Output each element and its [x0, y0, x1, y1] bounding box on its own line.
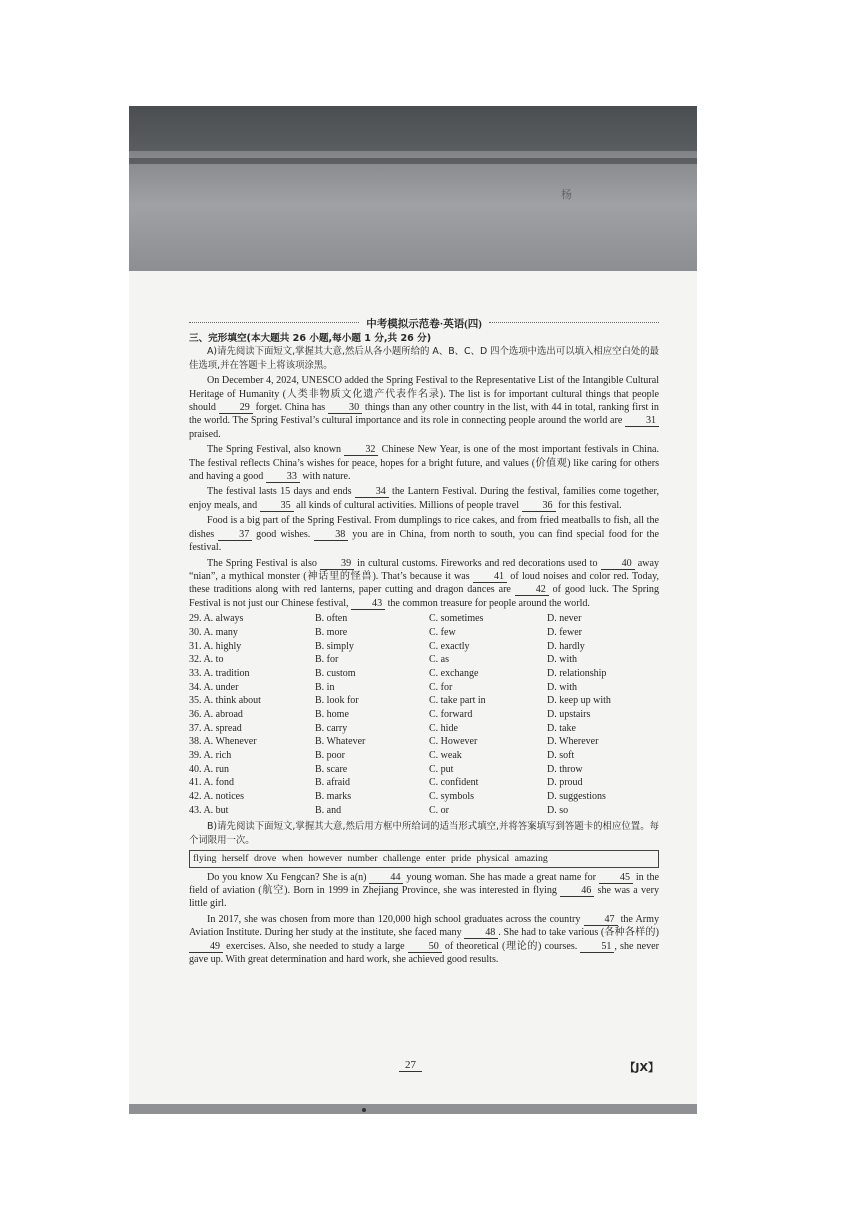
- blank-40[interactable]: 40: [601, 558, 635, 570]
- blank-37[interactable]: 37: [218, 529, 252, 541]
- header-rule-left: [189, 322, 359, 323]
- blank-42[interactable]: 42: [515, 584, 549, 596]
- option-d[interactable]: D. hardly: [547, 640, 585, 652]
- paper-seam: [129, 158, 697, 164]
- option-d[interactable]: D. suggestions: [547, 791, 606, 803]
- option-d[interactable]: D. with: [547, 654, 577, 666]
- option-a[interactable]: 34. A. under: [189, 681, 239, 693]
- passage-text: good wishes.: [252, 528, 315, 540]
- option-b[interactable]: B. marks: [315, 791, 352, 803]
- dark-background-top: [129, 106, 697, 271]
- background-scrawl: 杨: [561, 189, 572, 201]
- passage-text: away “nian”, a mythical monster (神话里的怪兽). That’s because it was: [189, 557, 660, 582]
- option-c[interactable]: C. few: [429, 626, 456, 638]
- passage-text: the Army Aviation Institute. During her study at the institute, she faced many: [189, 913, 659, 939]
- option-d[interactable]: D. keep up with: [547, 695, 611, 707]
- passage-text: for this festival.: [555, 499, 622, 511]
- part-b-instruction: B)请先阅读下面短文,掌握其大意,然后用方框中所给词的适当形式填空,并将答案填写到答题卡的相应位置。每个词限用一次。: [189, 821, 659, 846]
- blank-49[interactable]: 49: [189, 941, 223, 953]
- option-row: [189, 653, 659, 667]
- blank-51[interactable]: 51: [580, 941, 614, 953]
- passage-text: of good luck. The Spring Festival is not just our Chinese festival,: [189, 584, 659, 609]
- blank-34[interactable]: 34: [355, 486, 389, 498]
- blank-41[interactable]: 41: [473, 571, 507, 583]
- option-a[interactable]: 30. A. many: [189, 626, 238, 638]
- option-c[interactable]: C. or: [429, 804, 449, 816]
- page-number: 27: [399, 1059, 422, 1072]
- option-a[interactable]: 38. A. Whenever: [189, 736, 257, 748]
- passage-paragraph: [189, 871, 659, 911]
- option-a[interactable]: 40. A. run: [189, 763, 229, 775]
- option-c[interactable]: C. exchange: [429, 667, 479, 679]
- passage-text: with nature.: [299, 471, 351, 483]
- passage-text: Food is a big part of the Spring Festival. From dumplings to rice cakes, and from fried meatballs to fish, all the dishes: [189, 515, 659, 540]
- option-row: [189, 694, 659, 708]
- option-row: [189, 776, 659, 790]
- option-d[interactable]: D. soft: [547, 750, 575, 761]
- option-b[interactable]: B. afraid: [315, 777, 350, 789]
- option-d[interactable]: D. so: [547, 804, 569, 816]
- option-c[interactable]: C. forward: [429, 708, 473, 720]
- blank-44[interactable]: 44: [369, 872, 403, 884]
- section-title: 三、完形填空(本大题共 26 小题,每小题 1 分,共 26 分): [189, 333, 432, 344]
- passage-text: the Lantern Festival. During the festival, families come together, enjoy meals, and: [189, 486, 659, 511]
- option-a[interactable]: 39. A. rich: [189, 750, 232, 761]
- blank-39[interactable]: 39: [320, 558, 354, 570]
- blank-31[interactable]: 31: [625, 415, 659, 427]
- option-row: [189, 749, 659, 763]
- page-header: [189, 316, 659, 331]
- passage-text: , she never gave up. With great determination and hard work, she achieved good results.: [189, 940, 659, 966]
- option-d[interactable]: D. throw: [547, 763, 583, 775]
- option-b[interactable]: B. often: [315, 613, 348, 625]
- option-row: [189, 640, 659, 654]
- passage-text: Do you know Xu Fengcan? She is a(n): [207, 871, 370, 883]
- option-c[interactable]: C. sometimes: [429, 613, 484, 625]
- option-b[interactable]: B. and: [315, 804, 342, 816]
- option-b[interactable]: B. custom: [315, 667, 356, 679]
- passage-text: all kinds of cultural activities. Millions of people travel: [293, 499, 522, 511]
- blank-50[interactable]: 50: [408, 941, 442, 953]
- option-row: [189, 681, 659, 695]
- passage-paragraph: [189, 443, 659, 483]
- passage-text: of loud noises and color red. Today, these traditions along with red lanterns, paper cutting and dragon dances are: [189, 570, 659, 596]
- header-title: 中考模拟示范卷·英语(四): [366, 319, 482, 330]
- option-a[interactable]: 42. A. notices: [189, 791, 244, 803]
- option-row: [189, 612, 659, 626]
- option-c[interactable]: C. symbols: [429, 791, 475, 803]
- option-d[interactable]: D. relationship: [547, 667, 607, 679]
- option-a[interactable]: 36. A. abroad: [189, 708, 243, 720]
- passage-text: in cultural customs. Fireworks and red decorations used to: [354, 557, 601, 569]
- option-c[interactable]: C. for: [429, 681, 453, 693]
- option-row: [189, 735, 659, 749]
- option-a[interactable]: 31. A. highly: [189, 640, 242, 652]
- blank-45[interactable]: 45: [599, 872, 633, 884]
- option-d[interactable]: D. take: [547, 722, 576, 734]
- part-a-passage: [189, 374, 659, 610]
- option-b[interactable]: B. poor: [315, 750, 345, 761]
- option-a[interactable]: 35. A. think about: [189, 695, 261, 707]
- passage-text: The festival lasts 15 days and ends: [207, 486, 355, 498]
- header-rule-right: [489, 322, 659, 323]
- option-a[interactable]: 41. A. fond: [189, 777, 234, 789]
- passage-text: The Spring Festival is also: [207, 557, 321, 569]
- option-b[interactable]: B. scare: [315, 763, 348, 775]
- option-b[interactable]: B. simply: [315, 640, 354, 652]
- blank-35[interactable]: 35: [260, 500, 294, 512]
- exam-content: [189, 332, 659, 967]
- blank-47[interactable]: 47: [584, 914, 618, 926]
- option-b[interactable]: B. carry: [315, 722, 348, 734]
- passage-paragraph: [189, 557, 659, 611]
- blank-48[interactable]: 48: [464, 927, 498, 939]
- option-a[interactable]: 29. A. always: [189, 613, 244, 625]
- page-footer: [189, 1059, 659, 1077]
- blank-36[interactable]: 36: [522, 500, 556, 512]
- part-b-passage: [189, 871, 659, 967]
- option-c[interactable]: C. weak: [429, 750, 462, 761]
- option-c[interactable]: C. hide: [429, 722, 458, 734]
- option-a[interactable]: 33. A. tradition: [189, 667, 250, 679]
- blank-32[interactable]: 32: [344, 444, 378, 456]
- passage-text: things than any other country in the list, with 44 in total, ranking first in the world. The Spring Festival’s cultural importance and its role in connecting people around the world are: [189, 402, 659, 427]
- passage-text: On December 4, 2024, UNESCO added the Spring Festival to the Representative List of the Intangible Cultural Heritage of Humanity (人类非物质文化遗产代表作名录). The list is for important cultural things that people should: [189, 375, 659, 414]
- passage-text: you are in China, from north to south, you can find special food for the festival.: [189, 528, 659, 554]
- option-row: [189, 626, 659, 640]
- option-b[interactable]: B. more: [315, 626, 348, 638]
- option-c[interactable]: C. exactly: [429, 640, 470, 652]
- passage-text: Chinese New Year, is one of the most important festivals in China. The festival reflects China’s wishes for peace, hopes for a bright future, and values (价值观) like caring for others and having a good: [189, 444, 660, 483]
- option-row: [189, 763, 659, 777]
- passage-text: in the field of aviation (航空). Born in 1999 in Zhejiang Province, she was interested in flying: [189, 871, 659, 897]
- option-b[interactable]: B. in: [315, 681, 335, 693]
- option-d[interactable]: D. with: [547, 681, 577, 693]
- option-row: [189, 667, 659, 681]
- option-b[interactable]: B. Whatever: [315, 736, 366, 748]
- word-box: flying herself drove when however number challenge enter pride physical amazing: [189, 850, 659, 867]
- blank-38[interactable]: 38: [314, 529, 348, 541]
- blank-46[interactable]: 46: [560, 885, 594, 897]
- option-a[interactable]: 43. A. but: [189, 804, 229, 816]
- passage-text: she was a very little girl.: [189, 885, 659, 910]
- blank-43[interactable]: 43: [351, 598, 385, 610]
- passage-text: . She had to take various (各种各样的): [498, 927, 659, 939]
- option-row: [189, 790, 659, 804]
- passage-text: young woman. She has made a great name for: [403, 871, 599, 883]
- option-c[interactable]: C. However: [429, 736, 478, 748]
- bottom-edge: [129, 1104, 697, 1114]
- blank-29[interactable]: 29: [219, 402, 253, 414]
- option-a[interactable]: 32. A. to: [189, 654, 224, 666]
- option-row: [189, 722, 659, 736]
- option-row: [189, 708, 659, 722]
- options-list: [189, 612, 659, 817]
- passage-paragraph: [189, 913, 659, 967]
- photo-frame: [129, 106, 697, 1114]
- blank-30[interactable]: 30: [328, 402, 362, 414]
- option-row: [189, 804, 659, 818]
- passage-text: exercises. Also, she needed to study a large: [223, 940, 408, 952]
- option-b[interactable]: B. for: [315, 654, 339, 666]
- option-c[interactable]: C. put: [429, 763, 454, 775]
- passage-paragraph: [189, 374, 659, 441]
- passage-text: the common treasure for people around the world.: [385, 597, 590, 609]
- passage-text: forget. China has: [252, 402, 329, 414]
- option-c[interactable]: C. confident: [429, 777, 479, 789]
- option-b[interactable]: B. home: [315, 708, 349, 720]
- option-d[interactable]: D. Wherever: [547, 736, 599, 748]
- passage-text: praised.: [189, 428, 221, 440]
- passage-text: The Spring Festival, also known: [207, 444, 345, 456]
- passage-paragraph: [189, 514, 659, 554]
- exam-code: 【JX】: [624, 1061, 659, 1074]
- option-d[interactable]: D. never: [547, 613, 582, 625]
- option-c[interactable]: C. take part in: [429, 695, 486, 707]
- option-b[interactable]: B. look for: [315, 695, 359, 707]
- option-c[interactable]: C. as: [429, 654, 449, 666]
- passage-text: In 2017, she was chosen from more than 120,000 high school graduates across the country: [207, 913, 584, 925]
- option-d[interactable]: D. proud: [547, 777, 583, 789]
- bottom-dot: [362, 1108, 366, 1112]
- blank-33[interactable]: 33: [266, 471, 300, 483]
- part-a-instruction: A)请先阅读下面短文,掌握其大意,然后从各小题所给的 A、B、C、D 四个选项中选出可以填入相应空白处的最佳选项,并在答题卡上将该项涂黑。: [189, 346, 659, 371]
- option-d[interactable]: D. fewer: [547, 626, 582, 638]
- passage-paragraph: [189, 485, 659, 512]
- shadow-band: [129, 106, 697, 151]
- passage-text: of theoretical (理论的) courses.: [441, 940, 581, 952]
- option-d[interactable]: D. upstairs: [547, 708, 591, 720]
- option-a[interactable]: 37. A. spread: [189, 722, 242, 734]
